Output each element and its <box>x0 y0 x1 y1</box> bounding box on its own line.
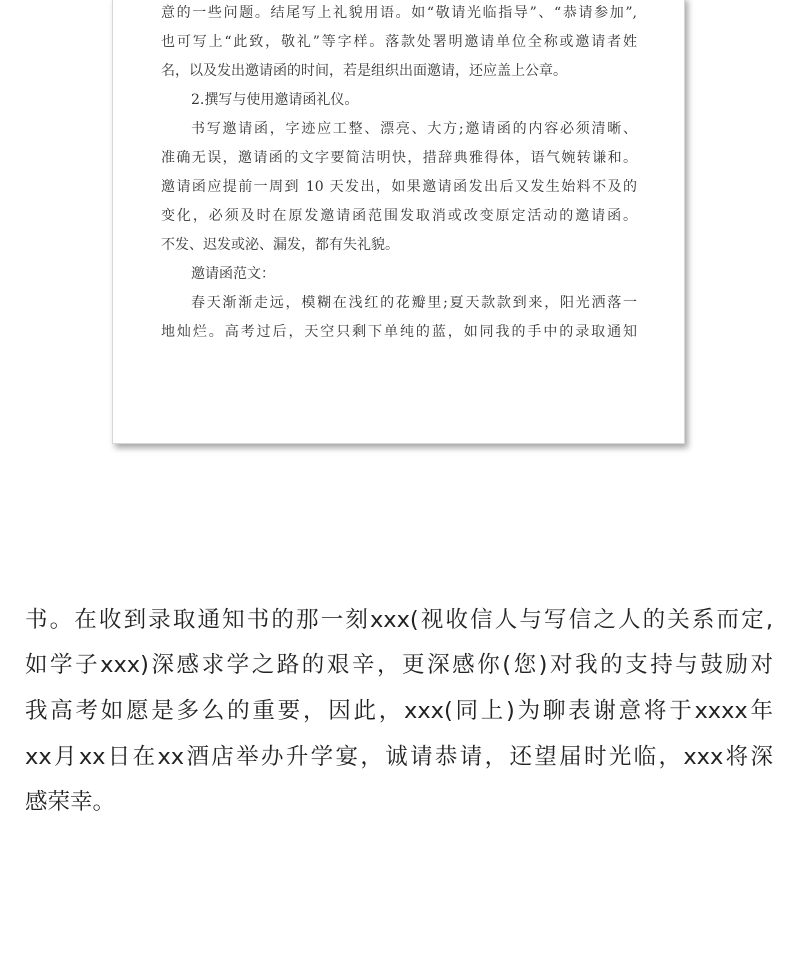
paragraph-line: 书写邀请函，字迹应工整、漂亮、大方;邀请函的内容必须清晰、 <box>191 121 637 137</box>
paragraph-line: 不发、迟发或泌、漏发，都有失礼貌。 <box>161 237 399 253</box>
paragraph-line: 意的一些问题。结尾写上礼貌用语。如“敬请光临指导”、“恭请参加”, <box>161 5 637 21</box>
body-line: 感荣幸。 <box>25 789 116 815</box>
paragraph-line: 名，以及发出邀请函的时间，若是组织出面邀请，还应盖上公章。 <box>161 63 567 79</box>
body-line: 如学子xxx)深感求学之路的艰辛，更深感你(您)对我的支持与鼓励对 <box>25 652 773 678</box>
paragraph-line: 邀请函应提前一周到 10 天发出，如果邀请函发出后又发生始料不及的 <box>161 179 637 195</box>
document-page-preview <box>112 0 685 444</box>
body-line: xx月xx日在xx酒店举办升学宴，诚请恭请，还望届时光临，xxx将深 <box>25 744 773 770</box>
paragraph-line: 变化，必须及时在原发邀请函范围发取消或改变原定活动的邀请函。 <box>161 208 637 224</box>
sample-heading: 邀请函范文： <box>191 266 275 282</box>
paragraph-line: 地灿烂。高考过后，天空只剩下单纯的蓝，如同我的手中的录取通知 <box>161 324 637 340</box>
paragraph-line: 也可写上“此致，敬礼”等字样。落款处署明邀请单位全称或邀请者姓 <box>161 34 637 50</box>
body-line: 我高考如愿是多么的重要，因此，xxx(同上)为聊表谢意将于xxxx年 <box>25 698 773 724</box>
section-heading: 2.撰写与使用邀请函礼仪。 <box>191 92 359 108</box>
body-line: 书。在收到录取通知书的那一刻xxx(视收信人与写信之人的关系而定, <box>25 607 773 633</box>
paragraph-line: 准确无误，邀请函的文字要简洁明快，措辞典雅得体，语气婉转谦和。 <box>161 150 637 166</box>
paragraph-line: 春天渐渐走远，模糊在浅红的花瓣里;夏天款款到来，阳光洒落一 <box>191 295 637 311</box>
